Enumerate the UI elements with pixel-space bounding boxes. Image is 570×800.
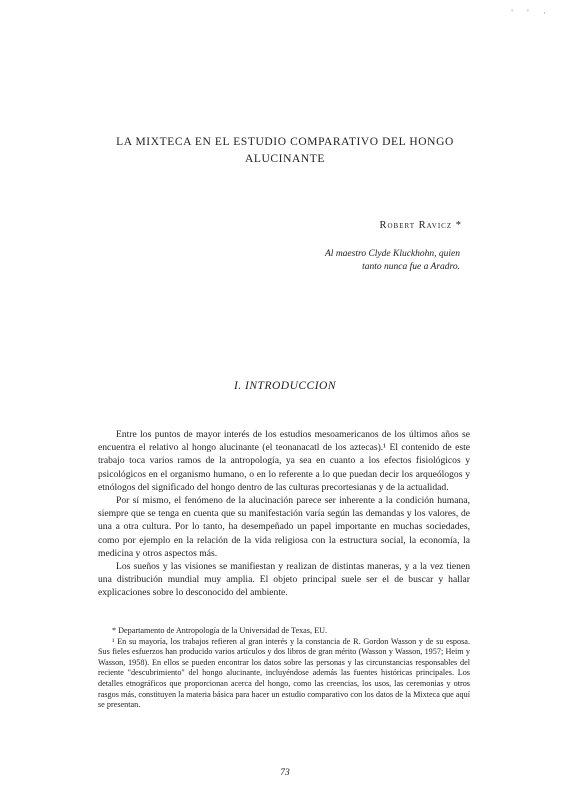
footnote: ¹ En su mayoría, los trabajos refieren al gran interés y la constancia de R. Gordon Wasson y de su esposa. Sus fieles esfuerzos han producido varios artículos y dos libros de gran mérito (Wasson y Wasson, 1957; Heim y Wasson, 1958). En ellos se pueden encontrar los datos sobre las personas y las circunstancias responsables del reciente "descubrimiento" del hongo alucinante, incluyéndose además las fuentes históricas principales. Los detalles etnográficos que proporcionan acerca del hongo, como las creencias, los usos, las ceremonias y otros rasgos más, constituyen la materia básica para hacer un estudio comparativo con los datos de la Mixteca que aquí se presentan.: [98, 636, 470, 710]
title-line-1: LA MIXTECA EN EL ESTUDIO COMPARATIVO DEL HONGO: [116, 136, 454, 148]
dedication-line-1: Al maestro Clyde Kluckhohn, quien: [325, 249, 460, 259]
paragraph: Los sueños y las visiones se manifiestan y realizan de distintas maneras, y a la vez tienen una distribución mundial muy amplia. El objeto principal suele ser el de buscar y hallar explicaciones sobre lo desconocido del ambiente.: [98, 561, 470, 599]
article-title: [90, 134, 480, 168]
paragraph: Por sí mismo, el fenómeno de la alucinación parece ser inherente a la condición humana, siempre que se tenga en cuenta que su manifestación varía según las demandas y los valores, de una a otra cultura. Por lo tanto, ha desempeñado un papel importante en muchas sociedades, como por ejemplo en la relación de la vida religiosa con la estructura social, la economía, la medicina y otros aspectos más.: [98, 495, 470, 559]
title-line-2: ALUCINANTE: [244, 153, 326, 165]
dedication-line-2: tanto nunca fue a Aradro.: [362, 262, 460, 272]
section-heading: I. INTRODUCCION: [233, 380, 337, 392]
paragraph: Entre los puntos de mayor interés de los estudios mesoamericanos de los últimos años se encuentra el relativo al hongo alucinante (el teonanacatl de los aztecas).¹ El contenido de este trabajo toca varios ramos de la antropología, ya sea en cuanto a los efectos fisiológicos y psicológicos en el organismo humano, o en lo referente a lo que puedan decir los arqueólogos y etnólogos del significado del hongo dentro de las culturas precortesianas y de la actualidad.: [98, 429, 470, 493]
scan-marks: ' ' ·: [511, 8, 552, 18]
author-name: Robert Ravicz *: [379, 220, 462, 231]
footnotes: [98, 626, 470, 711]
body-text: [98, 428, 470, 600]
page-number: 73: [280, 768, 290, 778]
dedication: [260, 248, 460, 274]
footnote: * Departamento de Antropología de la Universidad de Texas, EU.: [112, 626, 328, 635]
